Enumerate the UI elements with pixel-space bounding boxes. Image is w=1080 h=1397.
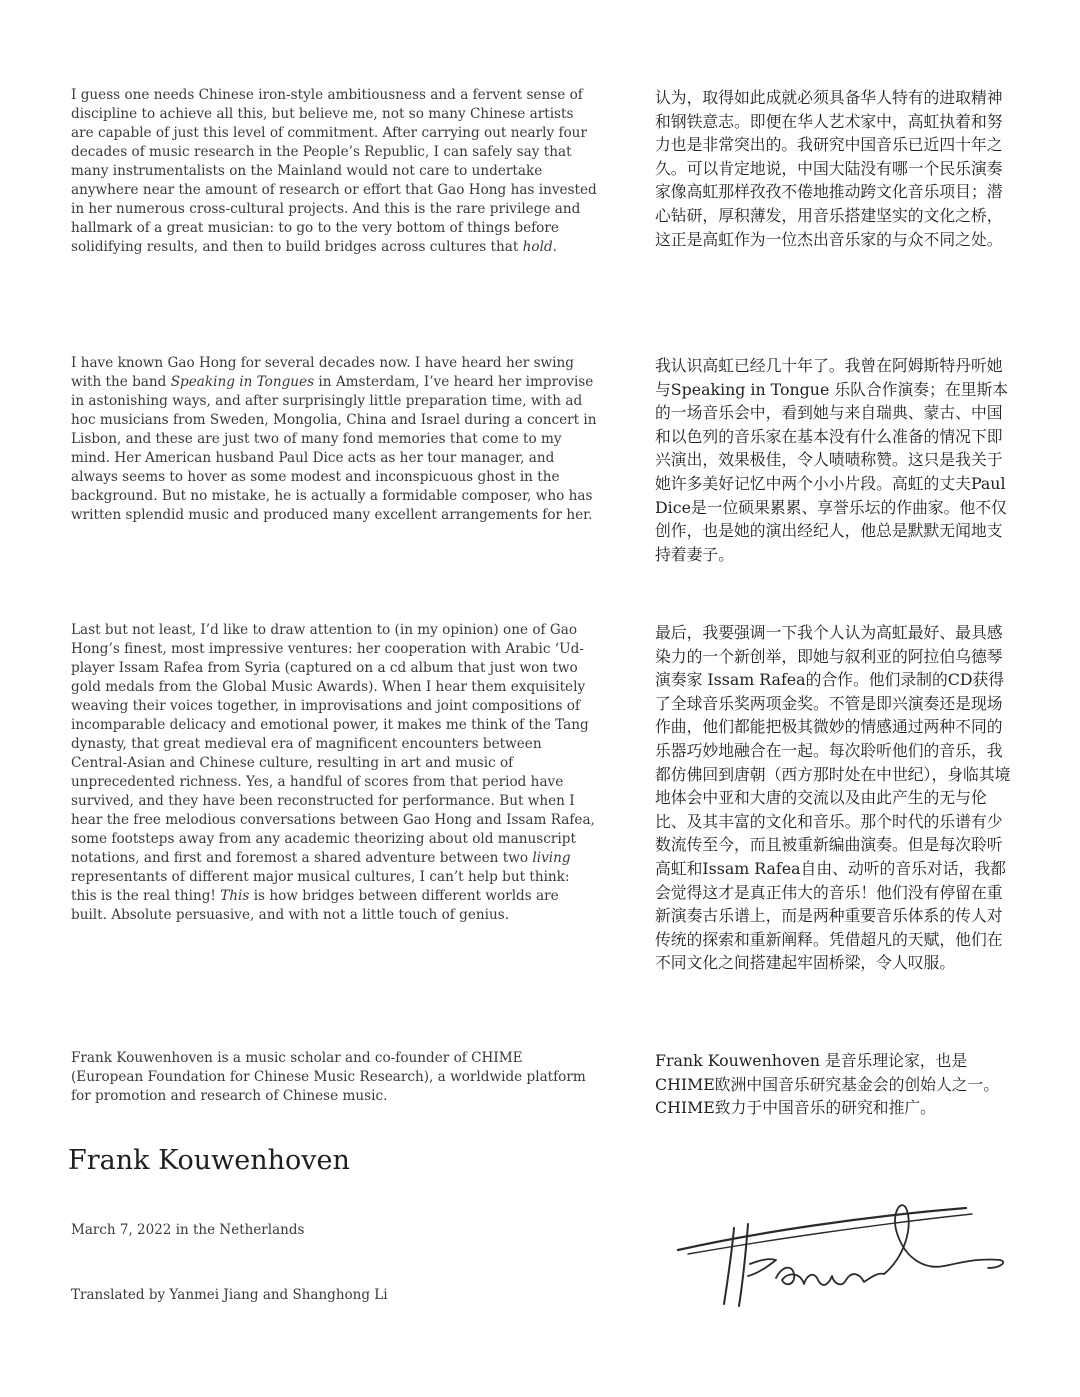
signature-stroke-underline-2 (688, 1214, 972, 1254)
signature-stroke-body (776, 1268, 884, 1285)
chinese-author-bio (655, 1049, 1017, 1120)
en-bio-text: Frank Kouwenhoven is a music scholar and co-founder of CHIME (European Foundation for Chinese Music Research), a worldwide platform for promotion and research of Chinese music. (71, 1050, 586, 1104)
zh-bio-text: Frank Kouwenhoven 是音乐理论家，也是CHIME欧洲中国音乐研究基金会的创始人之一。CHIME致力于中国音乐的研究和推广。 (655, 1051, 1000, 1118)
en-p1-emphasis: hold (522, 239, 553, 255)
english-paragraph-3 (71, 621, 597, 925)
english-paragraph-1 (71, 86, 597, 257)
chinese-paragraph-1 (655, 86, 1017, 251)
en-p3-text-b: representants of different major musical cultures, I can’t help but think: this is the real thing! (71, 869, 570, 904)
signature-stroke-k-arm (748, 1259, 776, 1276)
english-paragraph-2 (71, 354, 597, 525)
signature-stroke-s-loop (884, 1205, 1003, 1274)
en-p1-text-a: I guess one needs Chinese iron-style ambitiousness and a fervent sense of discipline to achieve all this, but believe me, not so many Chinese artists are capable of just this level of commitment. After carrying out nearly four decades of music research in the People’s Republic, I can safely say that many instrumentalists on the Mainland would not care to undertake anywhere near the amount of research or effort that Gao Hong has invested in her numerous cross-cultural projects. And this is the rare privilege and hallmark of a great musician: to go to the very bottom of things before solidifying results, and then to build bridges across cultures that (71, 87, 597, 255)
handwritten-signature (648, 1188, 1028, 1328)
en-p3-text-a: Last but not least, I’d like to draw attention to (in my opinion) one of Gao Hong’s finest, most impressive ventures: her cooperation with Arabic ‘Ud-player Issam Rafea from Syria (captured on a cd album that just won two gold medals from the Global Music Awards). When I hear them exquisitely weaving their voices together, in improvisations and joint compositions of incomparable delicacy and emotional power, it makes me think of the Tang dynasty, that great medieval era of magnificent encounters between Central-Asian and Chinese culture, resulting in art and music of unprecedented richness. Yes, a handful of scores from that period have survived, and they have been reconstructed for performance. But when I hear the free melodious conversations between Gao Hong and Issam Rafea, some footsteps away from any academic theorizing about old manuscript notations, and first and foremost a shared adventure between two (71, 622, 595, 866)
en-p1-text-b: . (552, 239, 557, 255)
translator-credit: Translated by Yanmei Jiang and Shanghong Li (71, 1287, 388, 1303)
chinese-paragraph-3 (655, 621, 1017, 975)
en-p2-emphasis: Speaking in Tongues (170, 374, 315, 390)
en-p2-text-b: in Amsterdam, I’ve heard her improvise in astonishing ways, and after surprisingly little preparation time, with ad hoc musicians from Sweden, Mongolia, China and Israel during a concert in Lisbon, and these are just two of many fond memories that come to my mind. Her American husband Paul Dice acts as her tour manager, and always seems to hover as some modest and inconspicuous ghost in the background. But no mistake, he is actually a formidable composer, who has written splendid music and produced many excellent arrangements for her. (71, 374, 597, 523)
zh-p2-text: 我认识高虹已经几十年了。我曾在阿姆斯特丹听她与Speaking in Tongue 乐队合作演奏；在里斯本的一场音乐会中，看到她与来自瑞典、蒙古、中国和以色列的音乐家在基本没有什么准备的情况下即兴演出，效果极佳，令人啧啧称赞。这只是我关于她许多美好记忆中两个小小片段。高虹的丈夫Paul Dice是一位硕果累累、享誉乐坛的作曲家。他不仅创作，也是她的演出经纪人，他总是默默无闻地支持着妻子。 (655, 356, 1009, 564)
zh-p3-text: 最后，我要强调一下我个人认为高虹最好、最具感染力的一个新创举，即她与叙利亚的阿拉伯乌德琴演奏家 Issam Rafea的合作。他们录制的CD获得了全球音乐奖两项金奖。不管是即兴演奏还是现场作曲，他们都能把极其微妙的情感通过两种不同的乐器巧妙地融合在一起。每次聆听他们的音乐，我都仿佛回到唐朝（西方那时处在中世纪），身临其境地体会中亚和大唐的交流以及由此产生的无与伦比、及其丰富的文化和音乐。那个时代的乐谱有少数流传至今，而且被重新编曲演奏。但是每次聆听高虹和Issam Rafea自由、动听的音乐对话，我都会觉得这才是真正伟大的音乐！他们没有停留在重新演奏古乐谱上，而是两种重要音乐体系的传人对传统的探索和重新阐释。凭借超凡的天赋，他们在不同文化之间搭建起牢固桥梁，令人叹服。 (655, 623, 1011, 973)
signature-stroke-underline (678, 1208, 966, 1250)
en-p3-emphasis-this: This (220, 888, 250, 904)
date-line: March 7, 2022 in the Netherlands (71, 1222, 305, 1238)
en-p3-text-c: is how bridges between different worlds are built. Absolute persuasive, and with not a little touch of genius. (71, 888, 559, 923)
chinese-paragraph-2 (655, 354, 1017, 566)
english-author-bio (71, 1049, 597, 1106)
author-name: Frank Kouwenhoven (68, 1145, 350, 1176)
zh-p1-text: 认为，取得如此成就必须具备华人特有的进取精神和钢铁意志。即便在华人艺术家中，高虹执着和努力也是非常突出的。我研究中国音乐已近四十年之久。可以肯定地说，中国大陆没有哪一个民乐演奏家像高虹那样孜孜不倦地推动跨文化音乐项目；潜心钻研，厚积薄发，用音乐搭建坚实的文化之桥，这正是高虹作为一位杰出音乐家的与众不同之处。 (655, 88, 1003, 249)
en-p2-text-a: I have known Gao Hong for several decades now. I have heard her swing with the band (71, 355, 574, 390)
en-p3-emphasis-living: living (532, 850, 571, 866)
